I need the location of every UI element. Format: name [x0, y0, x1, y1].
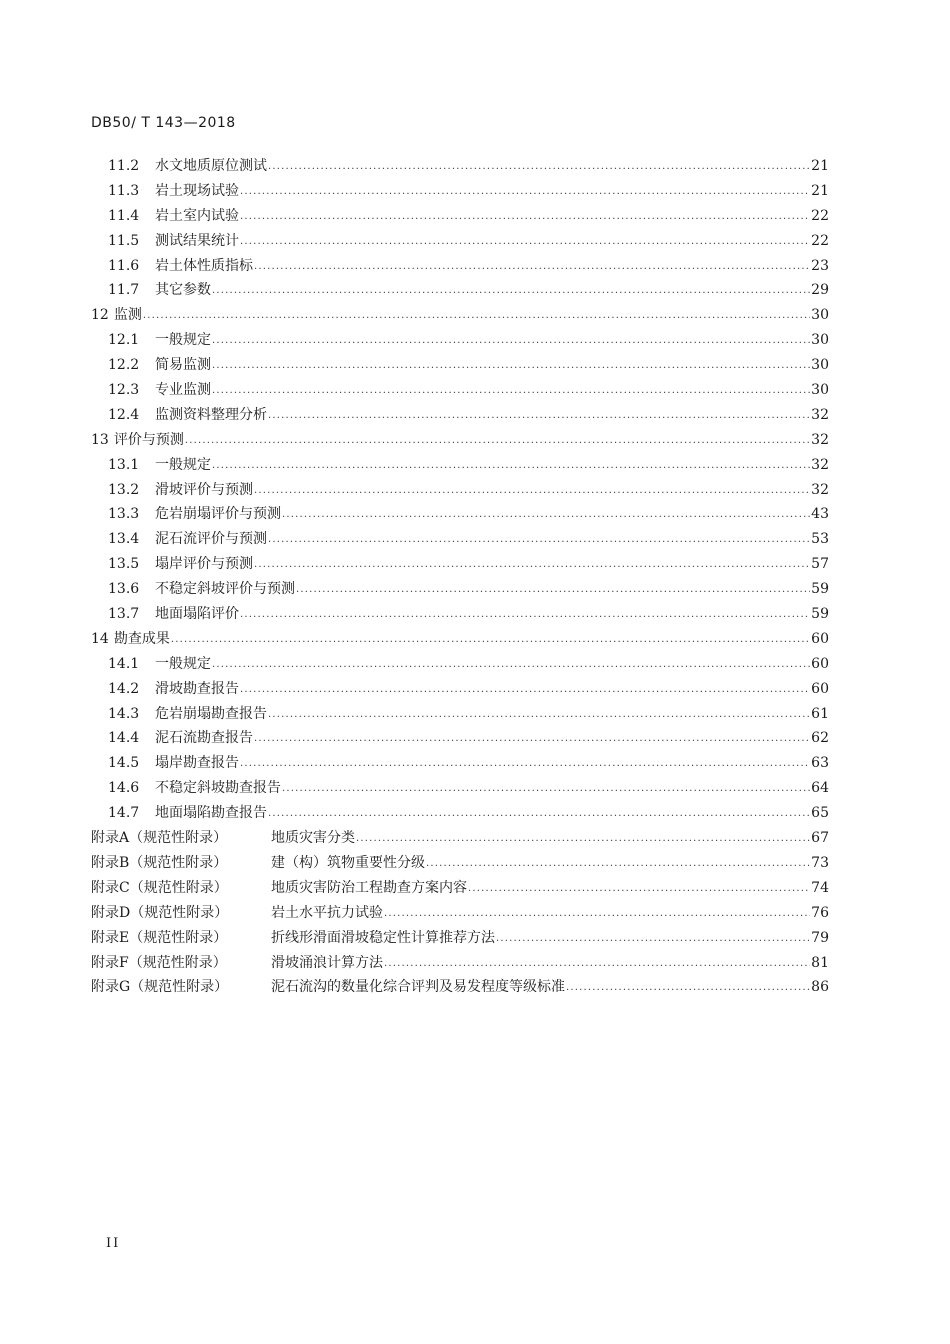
toc-leader-dots — [268, 404, 810, 429]
toc-entry[interactable] — [91, 751, 829, 776]
toc-entry-title: 地质灾害分类 — [271, 830, 355, 847]
toc-entry-number: 12.4 — [108, 406, 140, 423]
toc-entry-number: 14.4 — [108, 730, 140, 747]
toc-entry[interactable] — [91, 378, 829, 403]
toc-entry-number: 11.7 — [108, 282, 140, 299]
toc-entry-page: 30 — [811, 382, 829, 399]
toc-entry[interactable] — [91, 353, 829, 378]
toc-entry-number: 13.3 — [108, 506, 140, 523]
toc-entry[interactable] — [91, 254, 829, 279]
toc-entry-title: 专业监测 — [155, 382, 211, 399]
toc-entry-page: 32 — [811, 431, 829, 448]
toc-entry-number: 14.3 — [108, 705, 140, 722]
toc-entry-title: 滑坡涌浪计算方法 — [271, 954, 383, 971]
toc-entry-number: 12.3 — [108, 382, 140, 399]
toc-entry-page: 21 — [811, 158, 829, 174]
toc-entry-page: 23 — [811, 257, 829, 274]
toc-entry[interactable] — [91, 453, 829, 478]
toc-entry-title: 一般规定 — [155, 655, 211, 672]
toc-entry-page: 60 — [811, 680, 829, 697]
toc-entry-page: 81 — [811, 954, 829, 971]
toc-leader-dots — [254, 553, 810, 578]
toc-entry-title: 危岩崩塌评价与预测 — [155, 506, 281, 523]
toc-entry-page: 30 — [811, 307, 829, 324]
toc-entry-title: 不稳定斜坡评价与预测 — [155, 581, 295, 598]
toc-entry-page: 32 — [811, 406, 829, 423]
toc-entry-number: 13.5 — [108, 556, 140, 573]
toc-entry-number: 12.1 — [108, 332, 140, 349]
toc-entry-page: 32 — [811, 481, 829, 498]
toc-leader-dots — [296, 578, 810, 603]
toc-leader-dots — [212, 329, 810, 354]
toc-leader-dots — [268, 528, 810, 553]
toc-entry-page: 76 — [811, 904, 829, 921]
toc-entry[interactable] — [91, 278, 829, 303]
toc-entry-title: 勘查成果 — [113, 630, 170, 647]
toc-entry-page: 30 — [811, 332, 829, 349]
toc-entry-title: 折线形滑面滑坡稳定性计算推荐方法 — [271, 929, 495, 946]
toc-entry-title: 泥石流沟的数量化综合评判及易发程度等级标准 — [271, 979, 565, 996]
toc-entry-page: 60 — [811, 630, 829, 647]
toc-entry-number: 14.6 — [108, 780, 140, 797]
toc-entry[interactable] — [91, 851, 829, 876]
toc-entry-title: 监测 — [113, 307, 142, 324]
toc-leader-dots — [468, 877, 810, 902]
toc-leader-dots — [384, 902, 810, 927]
toc-leader-dots — [171, 628, 810, 653]
toc-entry-page: 53 — [811, 531, 829, 548]
table-of-contents — [91, 154, 829, 1000]
toc-entry-page: 21 — [811, 182, 829, 199]
toc-leader-dots — [212, 379, 810, 404]
toc-entry-title: 泥石流勘查报告 — [155, 730, 253, 747]
toc-entry-title: 岩土室内试验 — [155, 207, 239, 224]
toc-entry-title: 一般规定 — [155, 456, 211, 473]
toc-entry-page: 61 — [811, 705, 829, 722]
toc-entry[interactable] — [91, 552, 829, 577]
toc-entry-number: 14.7 — [108, 805, 140, 822]
toc-entry-page: 73 — [811, 854, 829, 871]
toc-entry-number: 14 — [91, 630, 109, 647]
toc-entry[interactable] — [91, 726, 829, 751]
toc-entry-page: 67 — [811, 830, 829, 847]
toc-entry[interactable] — [91, 229, 829, 254]
toc-entry-number: 11.3 — [108, 182, 140, 199]
toc-entry[interactable] — [91, 652, 829, 677]
toc-entry-page: 63 — [811, 755, 829, 772]
toc-entry-number: 13.6 — [108, 581, 140, 598]
toc-entry[interactable] — [91, 328, 829, 353]
toc-entry-page: 59 — [811, 581, 829, 598]
document-code-header: DB50/ T 143—2018 — [91, 115, 236, 131]
toc-entry-number: 附录C（规范性附录） — [91, 879, 228, 896]
toc-entry-page: 57 — [811, 556, 829, 573]
toc-entry-page: 32 — [811, 456, 829, 473]
toc-entry-title: 一般规定 — [155, 332, 211, 349]
toc-entry-title: 地面塌陷评价 — [155, 606, 239, 623]
toc-leader-dots — [384, 952, 810, 977]
toc-entry-number: 13.4 — [108, 531, 140, 548]
toc-entry[interactable] — [91, 577, 829, 602]
toc-entry-page: 59 — [811, 606, 829, 623]
toc-entry[interactable] — [91, 204, 829, 229]
toc-leader-dots — [254, 479, 810, 504]
toc-entry-title: 岩土水平抗力试验 — [271, 904, 383, 921]
toc-entry-number: 14.2 — [108, 680, 140, 697]
toc-entry[interactable] — [91, 801, 829, 826]
toc-entry-number: 附录D（规范性附录） — [91, 904, 229, 921]
toc-entry[interactable] — [91, 826, 829, 851]
toc-leader-dots — [240, 678, 810, 703]
toc-entry-page: 29 — [811, 282, 829, 299]
toc-entry-page: 22 — [811, 232, 829, 249]
toc-entry-title: 滑坡勘查报告 — [155, 680, 239, 697]
toc-entry-page: 86 — [811, 979, 829, 996]
toc-entry-page: 30 — [811, 357, 829, 374]
toc-entry-page: 60 — [811, 655, 829, 672]
toc-entry[interactable] — [91, 428, 829, 453]
toc-entry[interactable] — [91, 975, 829, 1000]
toc-leader-dots — [240, 205, 810, 230]
toc-entry-title: 岩土体性质指标 — [155, 257, 253, 274]
toc-entry-title: 评价与预测 — [113, 431, 184, 448]
toc-entry-number: 附录B（规范性附录） — [91, 854, 228, 871]
toc-entry-number: 附录G（规范性附录） — [91, 979, 229, 996]
toc-leader-dots — [496, 927, 810, 952]
toc-leader-dots — [426, 852, 810, 877]
toc-entry-title: 泥石流评价与预测 — [155, 531, 267, 548]
toc-entry[interactable] — [91, 403, 829, 428]
toc-entry[interactable] — [91, 303, 829, 328]
page-number: II — [106, 1236, 121, 1251]
toc-entry-number: 12.2 — [108, 357, 140, 374]
toc-leader-dots — [212, 354, 810, 379]
toc-entry-title: 监测资料整理分析 — [155, 406, 267, 423]
toc-leader-dots — [240, 180, 810, 205]
toc-leader-dots — [212, 279, 810, 304]
toc-leader-dots — [240, 752, 810, 777]
toc-entry-title: 塌岸评价与预测 — [155, 556, 253, 573]
toc-leader-dots — [356, 827, 810, 852]
toc-entry-title: 其它参数 — [155, 282, 211, 299]
toc-entry[interactable] — [91, 901, 829, 926]
toc-entry-title: 地质灾害防治工程勘查方案内容 — [271, 879, 467, 896]
toc-entry-number: 14.5 — [108, 755, 140, 772]
toc-leader-dots — [143, 304, 810, 329]
toc-entry-number: 11.2 — [108, 158, 140, 174]
toc-entry-number: 附录F（规范性附录） — [91, 954, 227, 971]
toc-entry-number: 13.7 — [108, 606, 140, 623]
toc-entry-number: 11.5 — [108, 232, 140, 249]
toc-entry[interactable] — [91, 776, 829, 801]
toc-leader-dots — [240, 230, 810, 255]
toc-entry-title: 塌岸勘查报告 — [155, 755, 239, 772]
toc-entry-title: 地面塌陷勘查报告 — [155, 805, 267, 822]
toc-entry[interactable] — [91, 179, 829, 204]
toc-entry-page: 79 — [811, 929, 829, 946]
toc-entry[interactable] — [91, 602, 829, 627]
toc-entry[interactable] — [91, 154, 829, 179]
toc-entry-number: 11.4 — [108, 207, 140, 224]
toc-leader-dots — [254, 255, 810, 280]
toc-entry-number: 14.1 — [108, 655, 140, 672]
toc-leader-dots — [282, 503, 810, 528]
toc-leader-dots — [212, 454, 810, 479]
toc-entry-number: 附录E（规范性附录） — [91, 929, 228, 946]
toc-entry-title: 测试结果统计 — [155, 232, 239, 249]
toc-entry-number: 13.1 — [108, 456, 140, 473]
toc-entry-number: 13.2 — [108, 481, 140, 498]
toc-entry[interactable] — [91, 478, 829, 503]
toc-entry-title: 危岩崩塌勘查报告 — [155, 705, 267, 722]
toc-leader-dots — [566, 976, 810, 1001]
toc-leader-dots — [282, 777, 810, 802]
toc-leader-dots — [185, 429, 810, 454]
toc-entry-title: 建（构）筑物重要性分级 — [271, 854, 425, 871]
toc-entry-title: 简易监测 — [155, 357, 211, 374]
toc-entry-page: 64 — [811, 780, 829, 797]
toc-entry-title: 滑坡评价与预测 — [155, 481, 253, 498]
toc-entry-page: 62 — [811, 730, 829, 747]
toc-entry[interactable] — [91, 951, 829, 976]
toc-entry[interactable] — [91, 627, 829, 652]
toc-entry-page: 65 — [811, 805, 829, 822]
toc-entry-number: 11.6 — [108, 257, 140, 274]
toc-entry-page: 74 — [811, 879, 829, 896]
toc-entry[interactable] — [91, 502, 829, 527]
toc-entry-page: 43 — [811, 506, 829, 523]
toc-leader-dots — [268, 703, 810, 728]
toc-entry-title: 岩土现场试验 — [155, 182, 239, 199]
toc-leader-dots — [268, 802, 810, 827]
toc-entry[interactable] — [91, 876, 829, 901]
toc-entry[interactable] — [91, 702, 829, 727]
toc-entry[interactable] — [91, 677, 829, 702]
toc-entry-page: 22 — [811, 207, 829, 224]
toc-entry-number: 12 — [91, 307, 109, 324]
toc-entry-title: 不稳定斜坡勘查报告 — [155, 780, 281, 797]
toc-leader-dots — [240, 603, 810, 628]
toc-entry[interactable] — [91, 926, 829, 951]
toc-leader-dots — [212, 653, 810, 678]
toc-entry-number: 附录A（规范性附录） — [91, 830, 228, 847]
toc-entry-number: 13 — [91, 431, 109, 448]
toc-leader-dots — [254, 727, 810, 752]
toc-leader-dots — [268, 155, 810, 180]
toc-entry[interactable] — [91, 527, 829, 552]
toc-entry-title: 水文地质原位测试 — [155, 158, 267, 174]
